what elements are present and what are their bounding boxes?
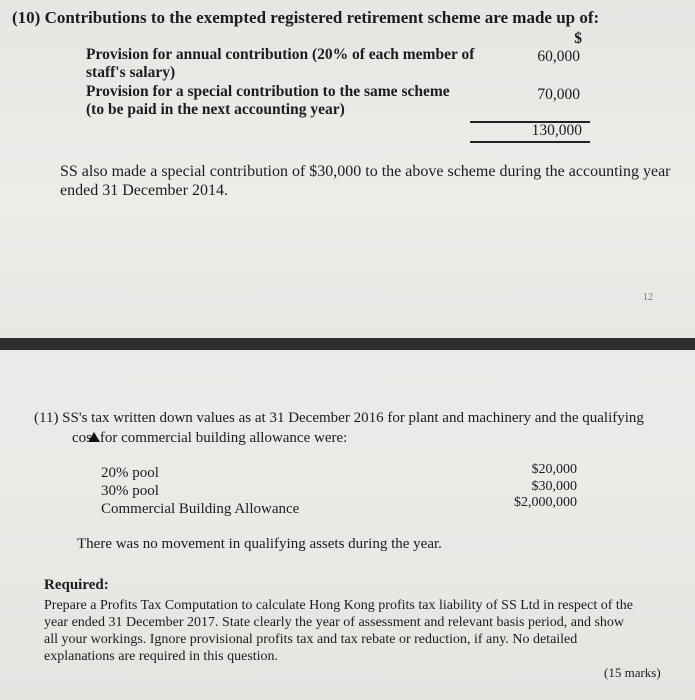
cba-amount: $2,000,000 <box>514 495 577 510</box>
page-number: 12 <box>643 292 653 303</box>
item-10-heading: (10) Contributions to the exempted registered retirement scheme are made up of: <box>12 8 600 27</box>
required-heading: Required: <box>44 577 109 593</box>
pool-20-amount: $20,000 <box>531 462 577 477</box>
marks-label: (15 marks) <box>604 665 661 680</box>
mouse-pointer-icon <box>88 432 100 442</box>
line-1-label-1: Provision for annual contribution (20% of each member of <box>86 46 475 63</box>
required-line-4: explanations are required in this question. <box>44 649 279 664</box>
line-2-label-1: Provision for a special contribution to the same scheme <box>86 83 450 100</box>
required-line-3: all your workings. Ignore provisional profits tax and tax rebate or reduction, if any. No detailed <box>44 632 578 647</box>
line-1-amount: 60,000 <box>537 48 580 65</box>
pool-30-amount: $30,000 <box>531 479 577 494</box>
currency-header: $ <box>574 30 582 47</box>
cba-label: Commercial Building Allowance <box>101 501 300 517</box>
note-line-1: SS also made a special contribution of $30,000 to the above scheme during the accounting year <box>60 163 671 180</box>
total-amount: 130,000 <box>531 122 582 139</box>
item-11-intro-2: cost for commercial building allowance were: <box>72 430 348 446</box>
pool-20-label: 20% pool <box>101 465 159 481</box>
top-page <box>0 0 695 338</box>
page-divider <box>0 338 695 350</box>
total-bottom-rule <box>470 141 590 143</box>
line-2-amount: 70,000 <box>537 86 580 103</box>
note-line-2: ended 31 December 2014. <box>60 182 228 199</box>
movement-note: There was no movement in qualifying assets during the year. <box>77 536 442 552</box>
required-line-1: Prepare a Profits Tax Computation to calculate Hong Kong profits tax liability of SS Ltd in respect of the <box>44 598 633 613</box>
item-11-intro-1: (11) SS's tax written down values as at 31 December 2016 for plant and machinery and the qualifying <box>34 410 644 426</box>
line-2-label-2: (to be paid in the next accounting year) <box>86 101 345 118</box>
required-line-2: year ended 31 December 2017. State clearly the year of assessment and relevant basis period, and show <box>44 615 625 630</box>
line-1-label-2: staff's salary) <box>86 64 176 81</box>
pool-30-label: 30% pool <box>101 483 159 499</box>
